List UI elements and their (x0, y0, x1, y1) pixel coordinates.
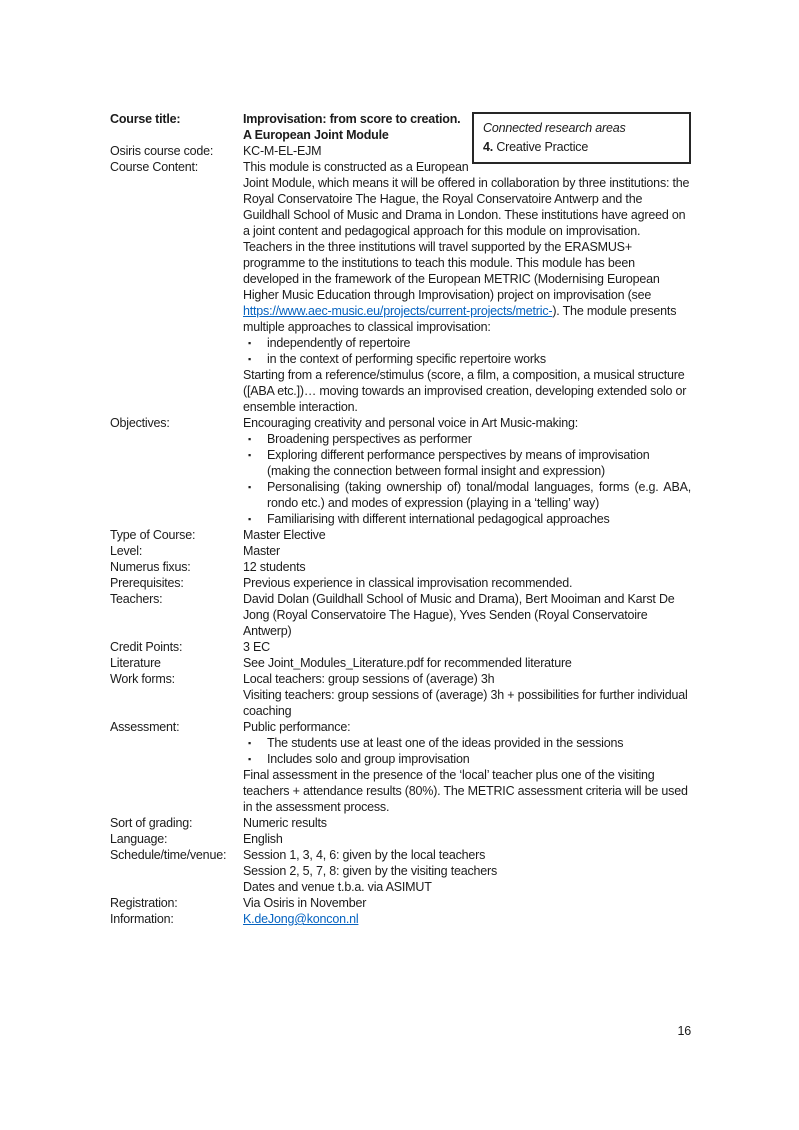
numerus-fixus-label: Numerus fixus: (110, 560, 191, 574)
row-numerus-fixus (110, 559, 691, 575)
research-area-number: 4. (483, 140, 494, 154)
row-work-forms (110, 671, 691, 719)
course-content-text-post: ). The module presents multiple approaches to classical improvisation: (243, 304, 677, 334)
level-value: Master (243, 544, 281, 558)
sort-of-grading-label: Sort of grading: (110, 816, 193, 830)
objectives-label: Objectives: (110, 416, 170, 430)
teachers-label: Teachers: (110, 592, 163, 606)
type-of-course-value: Master Elective (243, 528, 326, 542)
work-forms-value (243, 671, 691, 719)
course-code-label: Osiris course code: (110, 144, 214, 158)
row-prerequisites (110, 575, 691, 591)
row-level (110, 543, 691, 559)
schedule-value (243, 847, 691, 895)
contact-email-link[interactable]: K.deJong@koncon.nl (243, 912, 359, 926)
research-box-title: Connected research areas (483, 121, 626, 135)
assessment-closing: Final assessment in the presence of the ‘local’ teacher plus one of the visiting teachers + attendance results (80%). The METRIC assessment criteria will be used in the assessment process. (243, 768, 688, 814)
objectives-bullet-2: ▪ Exploring different performance perspectives by means of improvisation (making the connection between formal insight and expression) (243, 447, 691, 479)
level-label: Level: (110, 544, 143, 558)
schedule-line-2: Session 2, 5, 7, 8: given by the visiting teachers (243, 864, 498, 878)
row-teachers (110, 591, 691, 639)
row-sort-of-grading (110, 815, 691, 831)
language-value: English (243, 832, 283, 846)
sort-of-grading-value: Numeric results (243, 816, 327, 830)
literature-value: See Joint_Modules_Literature.pdf for recommended literature (243, 656, 572, 670)
page-number: 16 (677, 1024, 691, 1038)
row-course-content (110, 159, 691, 415)
course-title-line2: A European Joint Module (243, 128, 389, 142)
objectives-bullet-3: ▪ Personalising (taking ownership of) tonal/modal languages, forms (e.g. ABA, rondo etc.) and modes of expression (playing in a ‘telling’ way) (243, 479, 691, 511)
type-of-course-label: Type of Course: (110, 528, 196, 542)
row-objectives (110, 415, 691, 527)
schedule-line-3: Dates and venue t.b.a. via ASIMUT (243, 880, 432, 894)
course-content-label: Course Content: (110, 160, 199, 174)
course-content-first-line: This module is constructed as a European (243, 160, 469, 174)
row-assessment (110, 719, 691, 815)
work-forms-label: Work forms: (110, 672, 175, 686)
row-schedule (110, 847, 691, 895)
work-forms-line-2: Visiting teachers: group sessions of (average) 3h + possibilities for further individual coaching (243, 688, 688, 718)
research-area-name: Creative Practice (496, 140, 589, 154)
course-content-closing: Starting from a reference/stimulus (score, a film, a composition, a musical structure ([ABA etc.])… moving towards an improvised creation, developing extended solo or ensemble interaction. (243, 368, 687, 414)
information-value (243, 911, 691, 927)
credit-points-label: Credit Points: (110, 640, 183, 654)
literature-label: Literature (110, 656, 161, 670)
research-box-item (483, 138, 680, 157)
metric-project-link[interactable]: https://www.aec-music.eu/projects/current-projects/metric- (243, 304, 553, 318)
registration-label: Registration: (110, 896, 178, 910)
assessment-label: Assessment: (110, 720, 180, 734)
course-content-text-pre: Joint Module, which means it will be offered in collaboration by three institutions: the Royal Conservatoire The Hague, the Royal Conservatoire Antwerp and the Guildhall School of Music and Drama in London. These institutions have agreed on a joint content and pedagogical approach for this module on improvisation. Teachers in the three institutions will travel supported by the ERASMUS+ programme to the institutions to teach this module. This module has been developed in the framework of the European METRIC (Modernising European Higher Music Education through Improvisation) project on improvisation (see (243, 176, 690, 302)
numerus-fixus-value: 12 students (243, 560, 306, 574)
course-code-value: KC-M-EL-EJM (243, 144, 322, 158)
row-registration (110, 895, 691, 911)
assessment-bullet-2: ▪ Includes solo and group improvisation (243, 751, 691, 767)
assessment-intro: Public performance: (243, 720, 351, 734)
objectives-intro: Encouraging creativity and personal voice in Art Music-making: (243, 416, 578, 430)
schedule-line-1: Session 1, 3, 4, 6: given by the local teachers (243, 848, 486, 862)
registration-value: Via Osiris in November (243, 896, 367, 910)
course-content-value (243, 159, 691, 415)
work-forms-line-1: Local teachers: group sessions of (average) 3h (243, 672, 495, 686)
row-language (110, 831, 691, 847)
objectives-value (243, 415, 691, 527)
row-type-of-course (110, 527, 691, 543)
course-title-line1: Improvisation: from score to creation. (243, 112, 461, 126)
course-content-bullet-1: ▪ independently of repertoire (243, 335, 691, 351)
prerequisites-label: Prerequisites: (110, 576, 184, 590)
course-content-paragraph (243, 175, 691, 335)
assessment-bullet-1: ▪ The students use at least one of the ideas provided in the sessions (243, 735, 691, 751)
objectives-bullet-1: ▪ Broadening perspectives as performer (243, 431, 691, 447)
course-title-label: Course title: (110, 112, 181, 126)
connected-research-areas-box (472, 112, 691, 164)
schedule-label: Schedule/time/venue: (110, 848, 227, 862)
assessment-value (243, 719, 691, 815)
row-information (110, 911, 691, 927)
prerequisites-value: Previous experience in classical improvisation recommended. (243, 576, 573, 590)
language-label: Language: (110, 832, 168, 846)
row-literature (110, 655, 691, 671)
information-label: Information: (110, 912, 174, 926)
row-credit-points (110, 639, 691, 655)
objectives-bullet-4: ▪ Familiarising with different international pedagogical approaches (243, 511, 691, 527)
course-content-bullet-2: ▪ in the context of performing specific repertoire works (243, 351, 691, 367)
credit-points-value: 3 EC (243, 640, 270, 654)
teachers-value: David Dolan (Guildhall School of Music and Drama), Bert Mooiman and Karst De Jong (Royal Conservatoire The Hague), Yves Senden (Royal Conservatoire Antwerp) (243, 592, 675, 638)
course-description (110, 111, 691, 927)
